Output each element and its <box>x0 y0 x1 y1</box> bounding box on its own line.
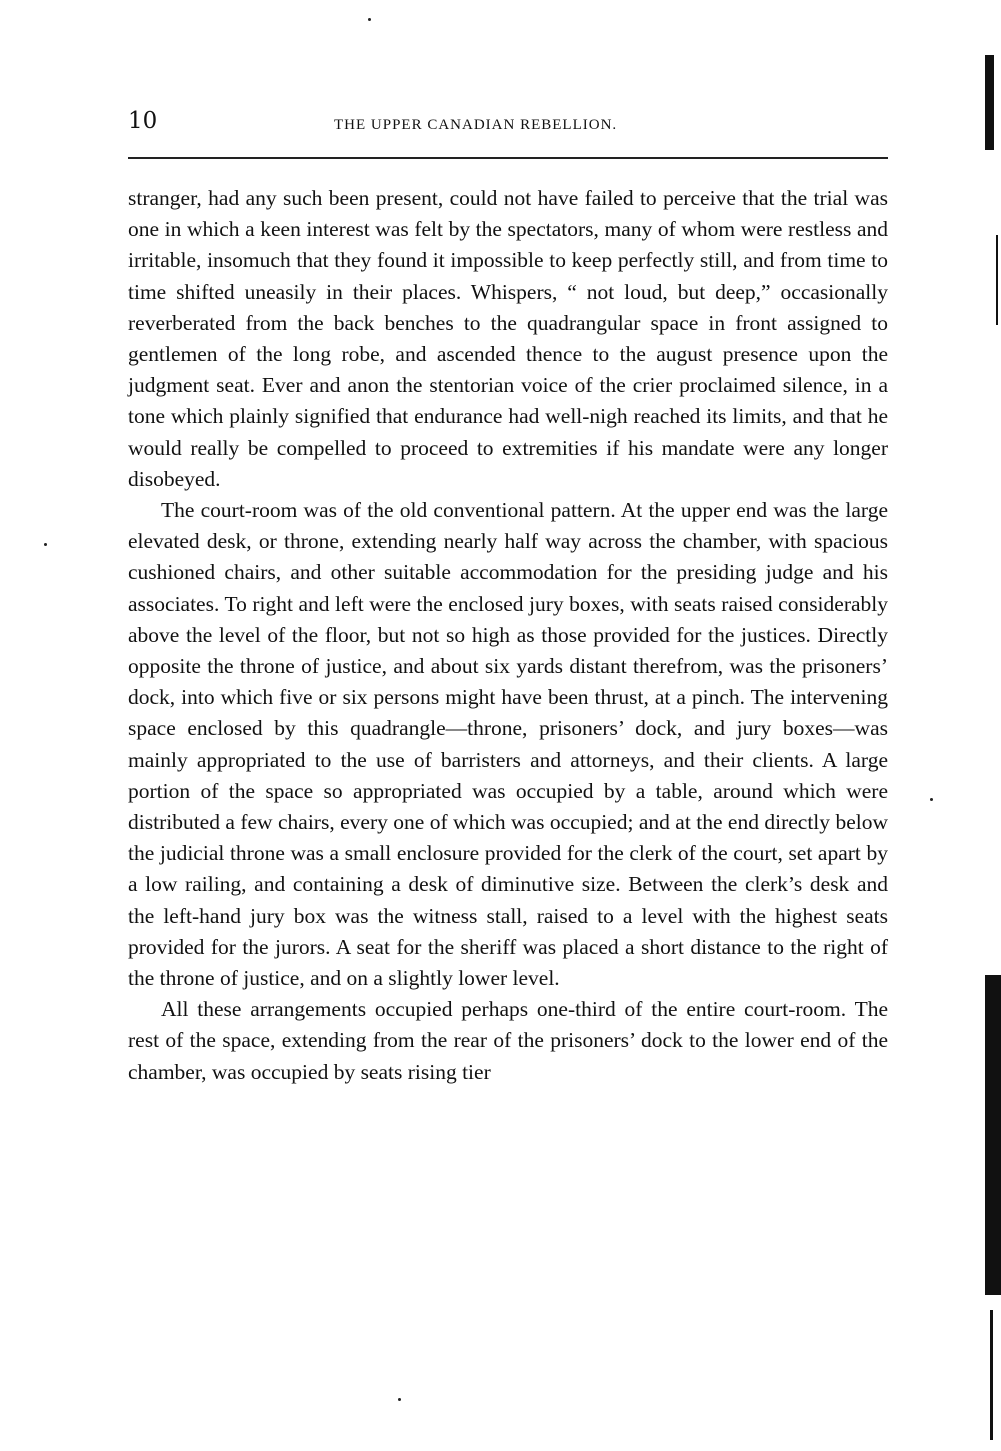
running-title: THE UPPER CANADIAN REBELLION. <box>334 117 618 133</box>
scan-speck <box>368 18 371 21</box>
body-text <box>128 183 888 1088</box>
scan-speck <box>44 543 47 546</box>
scan-edge-mark-bottom <box>985 975 1001 1295</box>
scan-edge-mark-lower <box>990 1310 993 1440</box>
paragraph-3: All these arrangements occupied perhaps one-third of the entire court-room. The rest of the space, extending from the rear of the prisoners’ dock to the lower end of the chamber, was occupied by seats rising tier <box>128 997 888 1084</box>
scan-speck <box>930 798 933 801</box>
paragraph-1: stranger, had any such been present, could not have failed to perceive that the trial was one in which a keen interest was felt by the spectators, many of whom were restless and irritable, insomuch that they found it impossible to keep perfectly still, and from time to time shifted uneasily in their places. Whispers, “ not loud, but deep,” occasionally reverberated from the back benches to the quadrangular space in front assigned to gentlemen of the long robe, and ascended thence to the august presence upon the judgment seat. Ever and anon the stentorian voice of the crier proclaimed silence, in a tone which plainly signified that endurance had well-nigh reached its limits, and that he would really be compelled to proceed to extremities if his mandate were any longer disobeyed. <box>128 186 888 491</box>
page-header <box>128 108 888 142</box>
paragraph-2: The court-room was of the old conventional pattern. At the upper end was the large elevated desk, or throne, extending nearly half way across the chamber, with spacious cushioned chairs, and other suitable accommodation for the presiding judge and his associates. To right and left were the enclosed jury boxes, with seats raised considerably above the level of the floor, but not so high as those provided for the justices. Directly opposite the throne of justice, and about six yards distant therefrom, was the prisoners’ dock, into which five or six persons might have been thrust, at a pinch. The intervening space enclosed by this quadrangle—throne, prisoners’ dock, and jury boxes—was mainly appropriated to the use of barristers and attorneys, and their clients. A large portion of the space so appropriated was occupied by a table, around which were distributed a few chairs, every one of which was occupied; and at the end directly below the judicial throne was a small enclosure provided for the clerk of the court, set apart by a low railing, and containing a desk of diminutive size. Between the clerk’s desk and the left-hand jury box was the witness stall, raised to a level with the highest seats provided for the jurors. A seat for the sheriff was placed a short distance to the right of the throne of justice, and on a slightly lower level. <box>128 498 888 991</box>
scan-edge-mark-thin <box>996 235 998 325</box>
scan-speck <box>398 1398 401 1401</box>
scan-edge-mark-top <box>985 55 994 150</box>
header-rule <box>128 157 888 159</box>
page-number: 10 <box>128 108 158 134</box>
